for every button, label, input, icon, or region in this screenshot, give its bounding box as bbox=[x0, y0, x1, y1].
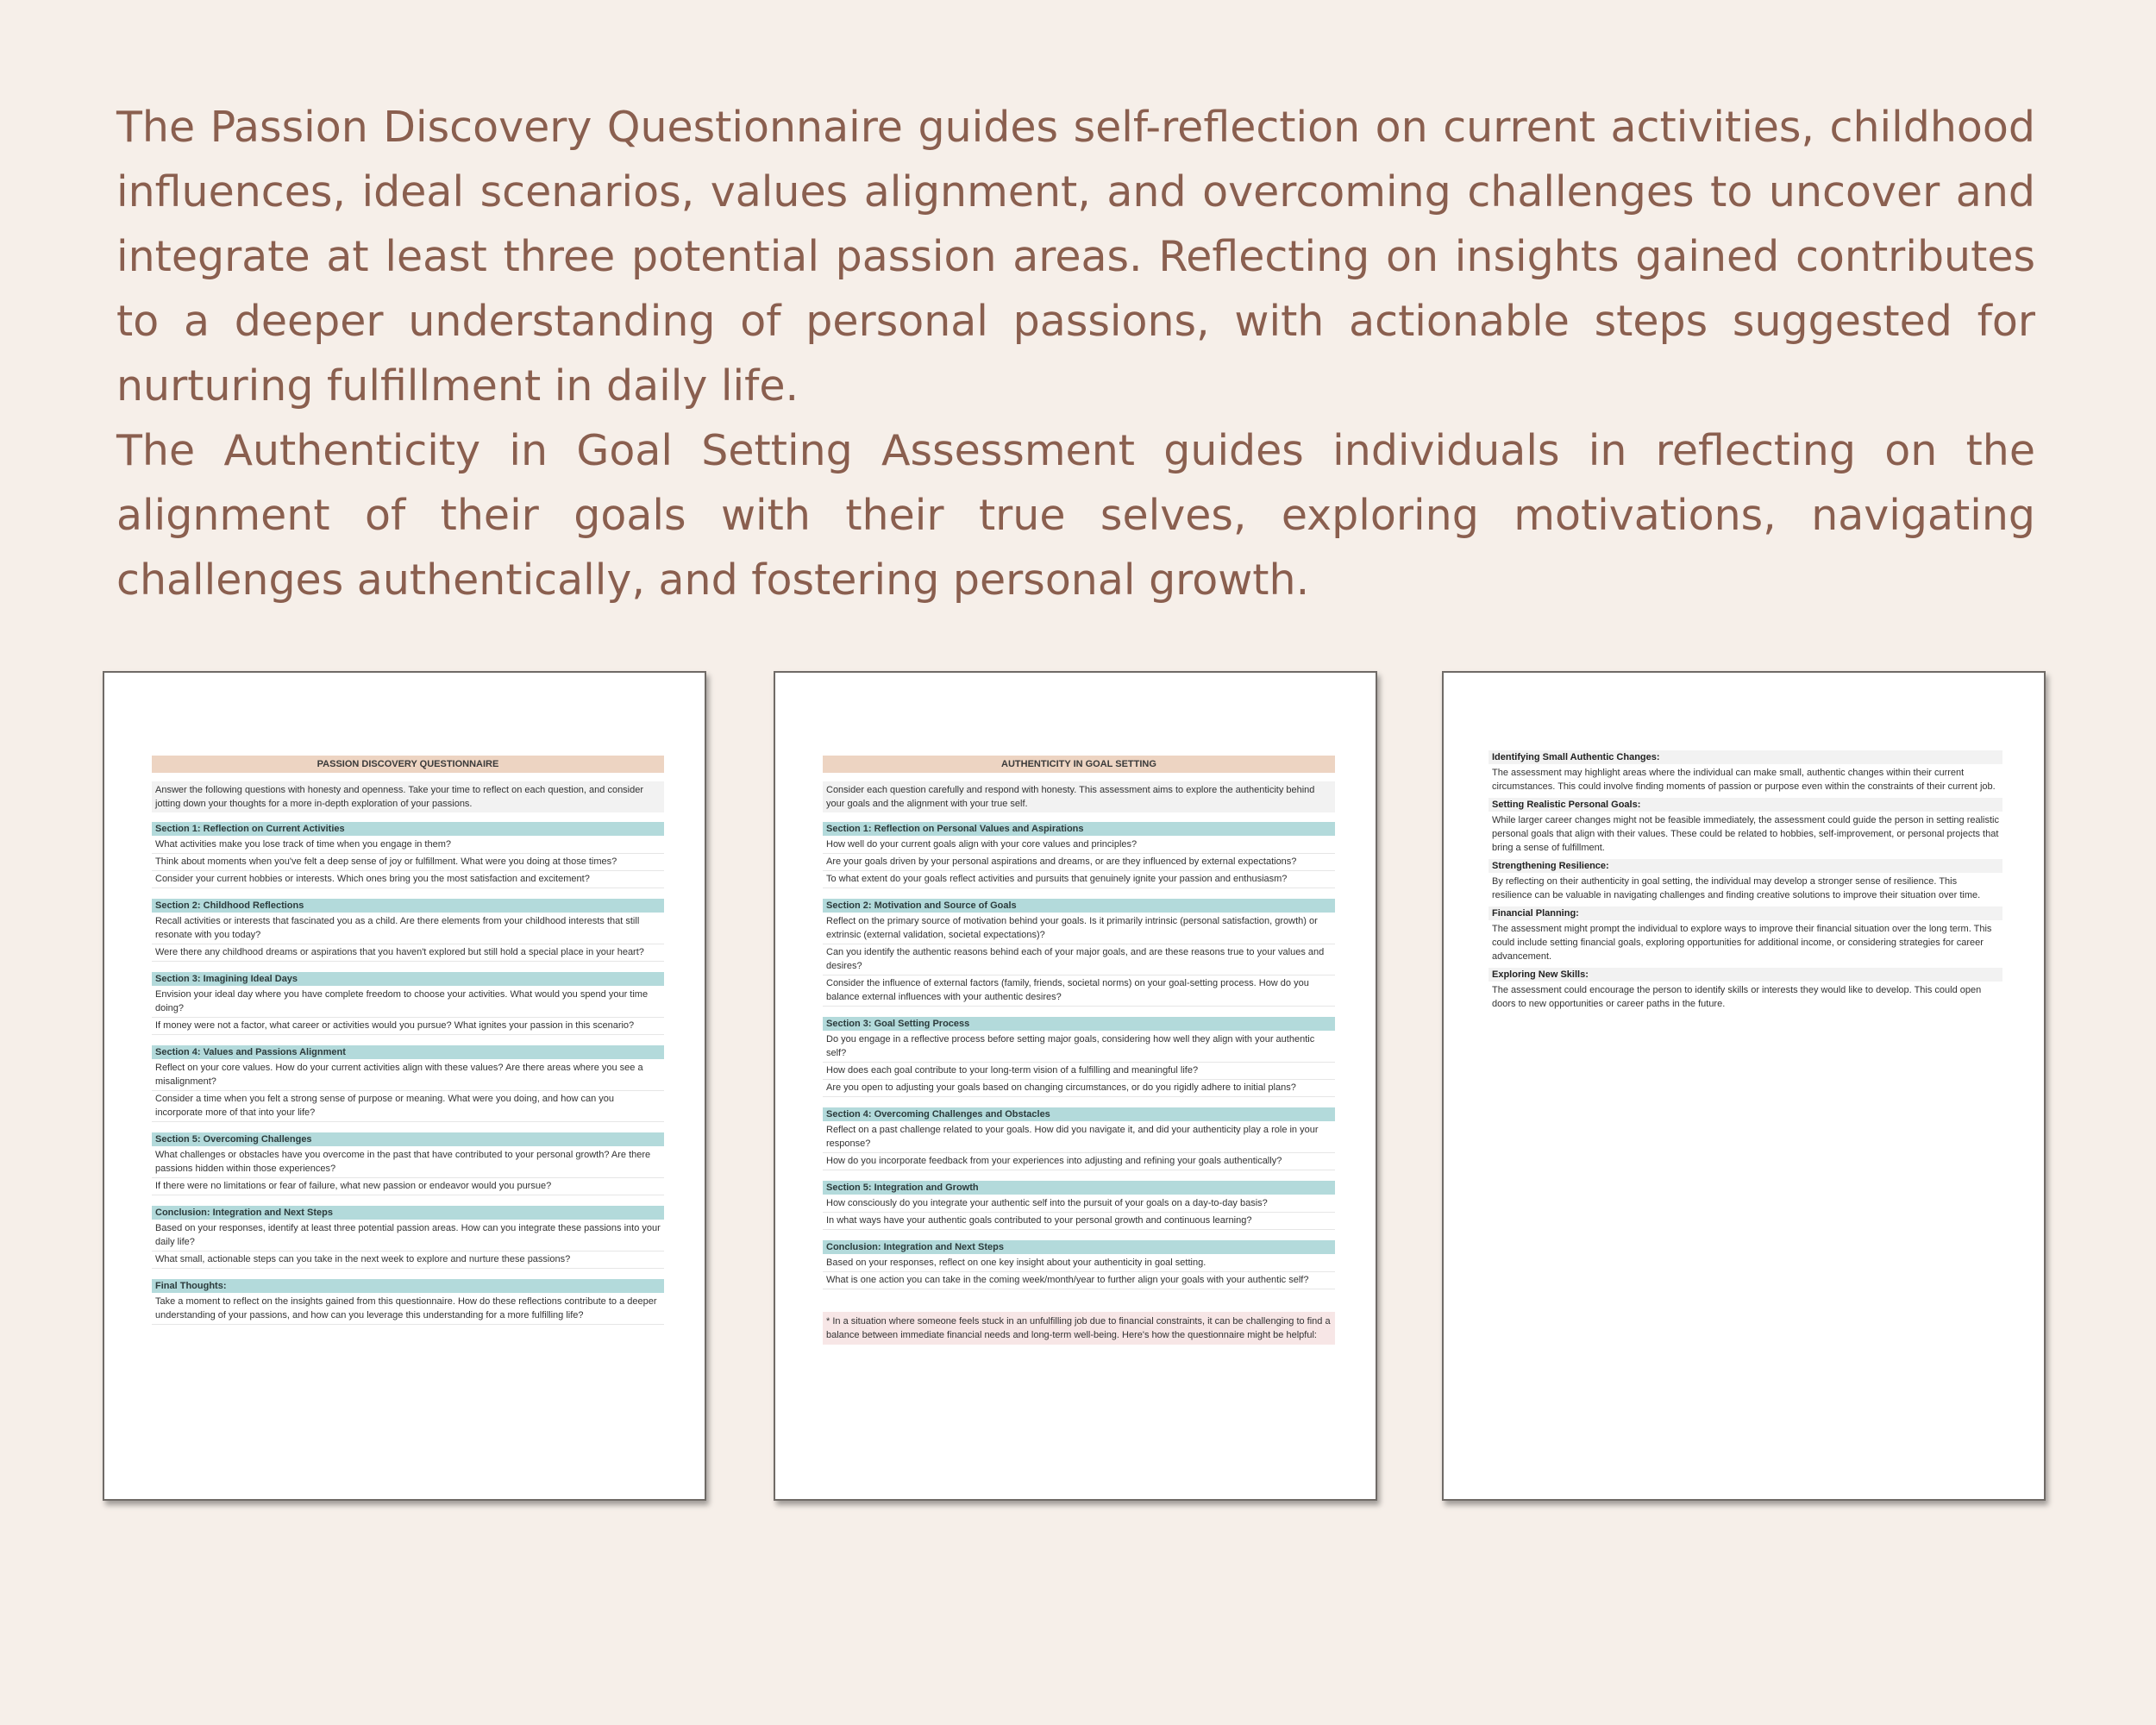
question-item: Are your goals driven by your personal aspirations and dreams, or are they influenced by external expectations? bbox=[823, 854, 1335, 871]
block-body: While larger career changes might not be feasible immediately, the assessment could guide the person in setting realistic personal goals that align with their values. These could be related to hobbies, self-improvement, or personal projects that bring a sense of fulfillment. bbox=[1492, 815, 1999, 853]
section-heading: Section 5: Overcoming Challenges bbox=[152, 1132, 664, 1146]
section-heading: Section 4: Overcoming Challenges and Obstacles bbox=[823, 1107, 1335, 1121]
page-preview-passion-questionnaire bbox=[103, 671, 706, 1501]
question-item: Recall activities or interests that fascinated you as a child. Are there elements from your childhood interests that still resonate with you today? bbox=[152, 913, 664, 944]
section-1 bbox=[823, 822, 1335, 888]
question-item: Based on your responses, reflect on one key insight about your authenticity in goal setting. bbox=[823, 1255, 1335, 1272]
block-body: By reflecting on their authenticity in goal setting, the individual may develop a stronger sense of resilience. This resilience can be valuable in navigating challenges and finding creative solutions to improve their situation over time. bbox=[1492, 876, 1981, 900]
section-5 bbox=[823, 1181, 1335, 1230]
document-title: PASSION DISCOVERY QUESTIONNAIRE bbox=[152, 756, 664, 773]
intro-paragraph-2: The Authenticity in Goal Setting Assessment guides individuals in reflecting on the alignment of their goals with their true selves, exploring motivations, navigating challenges authentically, and fostering personal growth. bbox=[116, 426, 2035, 605]
question-item: How does each goal contribute to your long-term vision of a fulfilling and meaningful life? bbox=[823, 1063, 1335, 1080]
question-item: What small, actionable steps can you take in the next week to explore and nurture these passions? bbox=[152, 1251, 664, 1269]
section-3 bbox=[152, 972, 664, 1035]
block-financial-planning bbox=[1489, 906, 2002, 966]
question-item: To what extent do your goals reflect activities and pursuits that genuinely ignite your passion and enthusiasm? bbox=[823, 871, 1335, 888]
page-content bbox=[1489, 750, 2002, 1015]
section-heading: Conclusion: Integration and Next Steps bbox=[823, 1240, 1335, 1254]
section-heading: Section 1: Reflection on Current Activities bbox=[152, 822, 664, 836]
block-heading: Financial Planning: bbox=[1489, 906, 2002, 920]
page-preview-continuation bbox=[1442, 671, 2046, 1501]
section-heading: Section 2: Motivation and Source of Goals bbox=[823, 899, 1335, 913]
block-new-skills bbox=[1489, 968, 2002, 1013]
intro-paragraph-1: The Passion Discovery Questionnaire guides self-reflection on current activities, childhood influences, ideal scenarios, values alignment, and overcoming challenges to uncover and integrate at least three potential passion areas. Reflecting on insights gained contributes to a deeper understanding of personal passions, with actionable steps suggested for nurturing fulfillment in daily life. bbox=[116, 103, 2035, 411]
block-resilience bbox=[1489, 859, 2002, 905]
page-preview-authenticity-assessment bbox=[774, 671, 1377, 1501]
question-item: If money were not a factor, what career or activities would you pursue? What ignites your passion in this scenario? bbox=[152, 1018, 664, 1035]
section-conclusion bbox=[823, 1240, 1335, 1289]
block-personal-goals bbox=[1489, 798, 2002, 857]
question-item: Consider your current hobbies or interests. Which ones bring you the most satisfaction and excitement? bbox=[152, 871, 664, 888]
section-4 bbox=[152, 1045, 664, 1122]
question-item: How consciously do you integrate your authentic self into the pursuit of your goals on a day-to-day basis? bbox=[823, 1195, 1335, 1213]
question-item: Do you engage in a reflective process before setting major goals, considering how well they align with your authentic self? bbox=[823, 1032, 1335, 1063]
block-heading: Strengthening Resilience: bbox=[1489, 859, 2002, 873]
section-heading: Section 2: Childhood Reflections bbox=[152, 899, 664, 913]
question-item: Reflect on your core values. How do your current activities align with these values? Are there areas where you see a misalignment? bbox=[152, 1060, 664, 1091]
section-heading: Section 4: Values and Passions Alignment bbox=[152, 1045, 664, 1059]
question-item: What activities make you lose track of time when you engage in them? bbox=[152, 837, 664, 854]
question-item: In what ways have your authentic goals contributed to your personal growth and continuous learning? bbox=[823, 1213, 1335, 1230]
question-item: Were there any childhood dreams or aspirations that you haven't explored but still hold a special place in your heart? bbox=[152, 944, 664, 962]
question-item: What is one action you can take in the coming week/month/year to further align your goals with your authentic self? bbox=[823, 1272, 1335, 1289]
question-item: Based on your responses, identify at least three potential passion areas. How can you integrate these passions into your daily life? bbox=[152, 1220, 664, 1251]
block-heading: Exploring New Skills: bbox=[1489, 968, 2002, 982]
question-item: How do you incorporate feedback from your experiences into adjusting and refining your goals authentically? bbox=[823, 1153, 1335, 1170]
block-heading: Identifying Small Authentic Changes: bbox=[1489, 750, 2002, 764]
question-item: Consider a time when you felt a strong sense of purpose or meaning. What were you doing, and how can you incorporate more of that into your life? bbox=[152, 1091, 664, 1122]
section-4 bbox=[823, 1107, 1335, 1170]
block-body: The assessment may highlight areas where the individual can make small, authentic changes within their current circumstances. This could involve finding moments of passion or purpose even within the constraints of their current job. bbox=[1492, 768, 1996, 792]
question-item: How well do your current goals align with your core values and principles? bbox=[823, 837, 1335, 854]
section-conclusion bbox=[152, 1206, 664, 1269]
block-body: The assessment might prompt the individual to explore ways to improve their financial situation over the long term. This could include setting financial goals, exploring opportunities for additional income, or considering strategies for career advancement. bbox=[1492, 924, 1992, 962]
question-item: If there were no limitations or fear of failure, what new passion or endeavor would you pursue? bbox=[152, 1178, 664, 1195]
section-5 bbox=[152, 1132, 664, 1195]
section-heading: Conclusion: Integration and Next Steps bbox=[152, 1206, 664, 1220]
intro-text bbox=[116, 95, 2035, 612]
question-item: What challenges or obstacles have you overcome in the past that have contributed to your personal growth? Are there passions hidden within those experiences? bbox=[152, 1147, 664, 1178]
section-2 bbox=[152, 899, 664, 962]
section-heading: Section 3: Imagining Ideal Days bbox=[152, 972, 664, 986]
section-3 bbox=[823, 1017, 1335, 1097]
block-small-changes bbox=[1489, 750, 2002, 796]
block-body: The assessment could encourage the person to identify skills or interests they would like to develop. This could open doors to new opportunities or career paths in the future. bbox=[1492, 985, 1982, 1009]
question-item: Take a moment to reflect on the insights gained from this questionnaire. How do these reflections contribute to a deeper understanding of your passions, and how can you leverage this understanding for a more fulfilling life? bbox=[152, 1294, 664, 1325]
page-content bbox=[152, 756, 664, 1335]
question-item: Can you identify the authentic reasons behind each of your major goals, and are these reasons true to your values and desires? bbox=[823, 944, 1335, 975]
block-heading: Setting Realistic Personal Goals: bbox=[1489, 798, 2002, 812]
section-final-thoughts bbox=[152, 1279, 664, 1325]
section-1 bbox=[152, 822, 664, 888]
question-item: Think about moments when you've felt a deep sense of joy or fulfillment. What were you doing at those times? bbox=[152, 854, 664, 871]
document-intro: Consider each question carefully and respond with honesty. This assessment aims to explore the authenticity behind your goals and the alignment with your true self. bbox=[823, 781, 1335, 812]
question-item: Envision your ideal day where you have complete freedom to choose your activities. What would you spend your time doing? bbox=[152, 987, 664, 1018]
section-heading: Section 1: Reflection on Personal Values and Aspirations bbox=[823, 822, 1335, 836]
section-heading: Section 3: Goal Setting Process bbox=[823, 1017, 1335, 1031]
question-item: Are you open to adjusting your goals based on changing circumstances, or do you rigidly adhere to initial plans? bbox=[823, 1080, 1335, 1097]
document-intro: Answer the following questions with honesty and openness. Take your time to reflect on each question, and consider jotting down your thoughts for a more in-depth exploration of your passions. bbox=[152, 781, 664, 812]
footnote: * In a situation where someone feels stuck in an unfulfilling job due to financial constraints, it can be challenging to find a balance between immediate financial needs and long-term well-being. Here's how the questionnaire might be helpful: bbox=[823, 1312, 1335, 1345]
question-item: Reflect on the primary source of motivation behind your goals. Is it primarily intrinsic (personal satisfaction, growth) or extrinsic (external validation, societal expectations)? bbox=[823, 913, 1335, 944]
page-content bbox=[823, 756, 1335, 1345]
section-heading: Final Thoughts: bbox=[152, 1279, 664, 1293]
section-2 bbox=[823, 899, 1335, 1007]
question-item: Consider the influence of external factors (family, friends, societal norms) on your goal-setting process. How do you balance external influences with your authentic desires? bbox=[823, 975, 1335, 1007]
question-item: Reflect on a past challenge related to your goals. How did you navigate it, and did your authenticity play a role in your response? bbox=[823, 1122, 1335, 1153]
section-heading: Section 5: Integration and Growth bbox=[823, 1181, 1335, 1195]
document-title: AUTHENTICITY IN GOAL SETTING bbox=[823, 756, 1335, 773]
